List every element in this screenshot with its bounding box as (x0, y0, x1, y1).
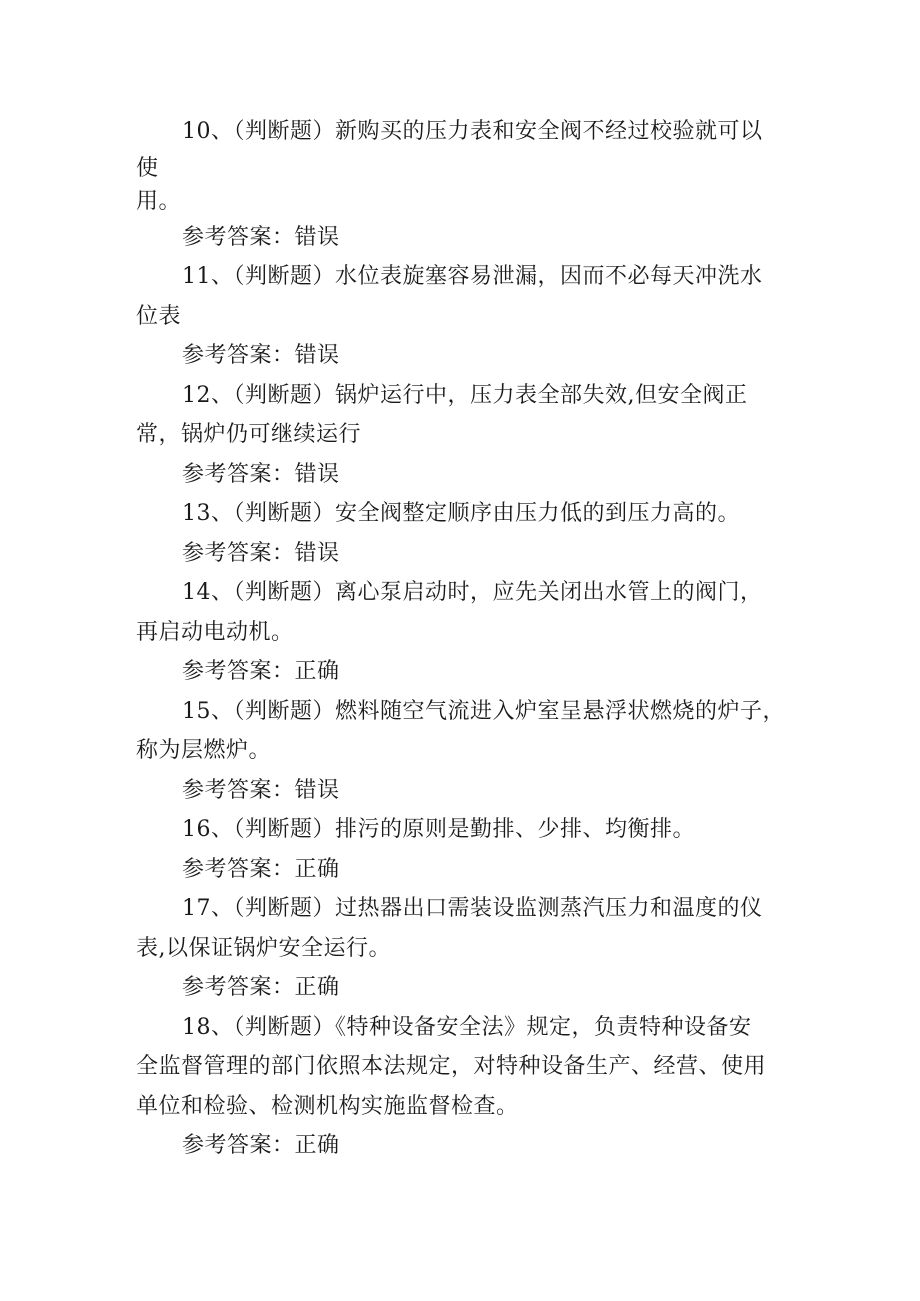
question-17-answer: 参考答案：正确 (182, 975, 340, 1000)
question-11-line-1: 11、（判断题）水位表旋塞容易泄漏，因而不必每天冲洗水 (182, 264, 763, 289)
question-11-answer: 参考答案：错误 (182, 343, 340, 368)
question-18-line-1: 18、（判断题）《特种设备安全法》规定，负责特种设备安 (182, 1014, 752, 1040)
question-14-line-2: 再启动电动机。 (136, 619, 294, 645)
question-15-line-2: 称为层燃炉。 (136, 738, 272, 763)
question-list (136, 112, 796, 1166)
question-18-line-3: 单位和检验、检测机构实施监督检查。 (136, 1093, 519, 1119)
question-13-answer: 参考答案：错误 (182, 540, 340, 566)
question-14-line-1: 14、（判断题）离心泵启动时，应先关闭出水管上的阀门， (182, 580, 763, 605)
question-13-line-1: 13、（判断题）安全阀整定顺序由压力低的到压力高的。 (182, 501, 740, 526)
question-11-line-2: 位表 (136, 303, 182, 329)
question-12-line-2: 常，锅炉仍可继续运行 (136, 422, 362, 447)
question-17-line-2: 表,以保证锅炉安全运行。 (136, 935, 391, 961)
question-17-line-1: 17、（判断题）过热器出口需装设监测蒸汽压力和温度的仪 (182, 896, 763, 921)
question-14-answer: 参考答案：正确 (182, 659, 340, 684)
question-15-answer: 参考答案：错误 (182, 777, 340, 803)
question-16-line-1: 16、（判断题）排污的原则是勤排、少排、均衡排。 (182, 817, 695, 842)
question-10-line-3: 用。 (136, 188, 182, 214)
question-18-answer: 参考答案：正确 (182, 1133, 340, 1158)
question-18-line-2: 全监督管理的部门依照本法规定，对特种设备生产、经营、使用 (136, 1054, 767, 1079)
question-10-line-1: 10、（判断题）新购买的压力表和安全阀不经过校验就可以 (182, 119, 763, 144)
question-10-line-2: 使 (136, 155, 159, 181)
question-10-answer: 参考答案：错误 (182, 224, 340, 250)
question-15-line-1: 15、（判断题）燃料随空气流进入炉室呈悬浮状燃烧的炉子， (182, 698, 785, 724)
question-12-answer: 参考答案：错误 (182, 461, 340, 487)
question-16-answer: 参考答案：正确 (182, 856, 340, 882)
question-12-line-1: 12、（判断题）锅炉运行中，压力表全部失效,但安全阀正 (182, 382, 748, 408)
